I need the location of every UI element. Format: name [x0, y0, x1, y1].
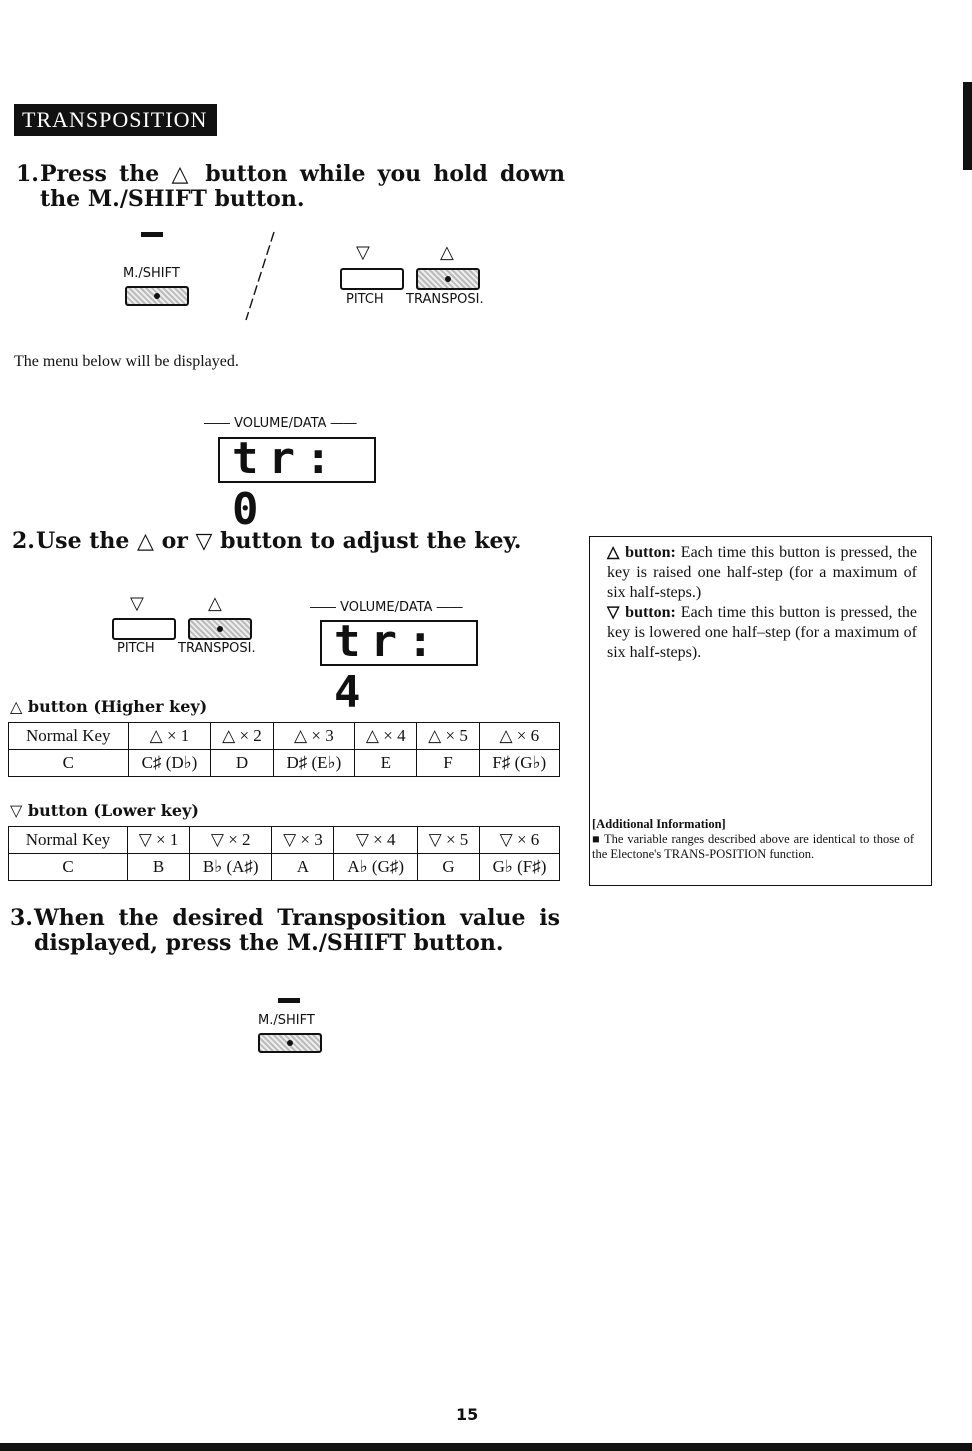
table-row [9, 750, 560, 777]
table-cell: B♭ (A♯) [190, 854, 272, 881]
higher-key-table [8, 722, 560, 777]
lower-key-table [8, 826, 560, 881]
table-header-cell: ▽ × 5 [418, 827, 480, 854]
down-arrow-icon: ▽ [130, 593, 144, 614]
info-box [589, 536, 932, 886]
pitch-down-button[interactable] [112, 618, 176, 640]
display-2-label: ―― VOLUME/DATA ―― [310, 600, 463, 615]
up-arrow-icon: △ [208, 593, 222, 614]
mshift-label: M./SHIFT [258, 1013, 315, 1028]
table-header-cell: △ × 1 [128, 723, 211, 750]
section-title: TRANSPOSITION [14, 104, 217, 136]
up-button-text: Each time this button is pressed, the key is raised one half-step (for a maximum of six half-steps.) [607, 544, 918, 601]
down-button-description [607, 603, 917, 663]
table-header-cell: △ × 5 [417, 723, 479, 750]
table-cell: G♭ (F♯) [479, 854, 559, 881]
up-button-term: △ button: [607, 544, 676, 561]
table-header-cell: △ × 2 [211, 723, 273, 750]
table-header-cell: △ × 4 [355, 723, 417, 750]
table-cell: C♯ (D♭) [128, 750, 211, 777]
table-cell: F♯ (G♭) [479, 750, 559, 777]
pitch-label: PITCH [117, 641, 155, 656]
table-header-cell: Normal Key [9, 723, 129, 750]
menu-display-text: The menu below will be displayed. [14, 353, 239, 370]
step-1-text: Press the △ button while you hold down the M./SHIFT button. [40, 161, 565, 212]
step-3-number: 3. [10, 905, 33, 931]
table-header-row [9, 827, 560, 854]
display-1-label: ―― VOLUME/DATA ―― [204, 416, 357, 431]
edge-tab-marker [963, 82, 972, 170]
step-2-text: Use the △ or ▽ button to adjust the key. [36, 528, 522, 554]
down-arrow-icon: ▽ [356, 242, 370, 263]
table-header-cell: ▽ × 6 [479, 827, 559, 854]
table-header-cell: ▽ × 3 [272, 827, 334, 854]
up-arrow-icon: △ [440, 242, 454, 263]
display-1-screen [218, 433, 376, 535]
table-header-cell: ▽ × 1 [128, 827, 190, 854]
display-1-value: tr: 0 [232, 433, 342, 535]
transposi-up-button[interactable] [188, 618, 252, 640]
mshift-label: M./SHIFT [123, 266, 180, 281]
transposi-label: TRANSPOSI. [178, 641, 256, 656]
table-header-row [9, 723, 560, 750]
step-3-text: When the desired Transposition value is displayed, press the M./SHIFT button. [34, 905, 560, 956]
step-1-number: 1. [16, 161, 39, 187]
table-cell: D [211, 750, 273, 777]
display-2-screen [320, 616, 478, 718]
mshift-led-indicator [278, 998, 300, 1003]
transposi-up-button[interactable] [416, 268, 480, 290]
mshift-button[interactable] [258, 1033, 322, 1053]
divider-slash-icon [240, 230, 280, 322]
pitch-down-button[interactable] [340, 268, 404, 290]
up-button-description [607, 543, 917, 603]
bottom-border [0, 1443, 972, 1451]
table-cell: F [417, 750, 479, 777]
mshift-led-indicator [141, 232, 163, 237]
transposi-label: TRANSPOSI. [406, 292, 484, 307]
table-cell: D♯ (E♭) [273, 750, 355, 777]
table-header-cell: ▽ × 4 [334, 827, 418, 854]
mshift-button[interactable] [125, 286, 189, 306]
additional-info-text: ■ The variable ranges described above are identical to those of the Electone's TRANS-POSITION function. [592, 832, 914, 861]
table-cell: C [9, 854, 128, 881]
lower-key-heading: ▽ button (Lower key) [10, 801, 199, 820]
display-1-label-text: VOLUME/DATA [234, 416, 327, 431]
table-header-cell: △ × 3 [273, 723, 355, 750]
pitch-label: PITCH [346, 292, 384, 307]
table-cell: C [9, 750, 129, 777]
display-2-label-text: VOLUME/DATA [340, 600, 433, 615]
table-cell: A♭ (G♯) [334, 854, 418, 881]
additional-info [592, 817, 914, 862]
display-2-value: tr: 4 [334, 616, 444, 718]
table-cell: G [418, 854, 480, 881]
additional-info-heading: [Additional Information] [592, 817, 726, 831]
table-header-cell: △ × 6 [479, 723, 559, 750]
table-header-cell: ▽ × 2 [190, 827, 272, 854]
step-2-number: 2. [12, 528, 35, 554]
table-row [9, 854, 560, 881]
higher-key-heading: △ button (Higher key) [10, 697, 208, 716]
info-button-descriptions [607, 543, 917, 663]
table-cell: E [355, 750, 417, 777]
down-button-term: ▽ button: [607, 604, 676, 621]
page-number: 15 [456, 1405, 479, 1424]
table-cell: B [128, 854, 190, 881]
down-button-text: Each time this button is pressed, the key is lowered one half–step (for a maximum of six half-steps). [607, 604, 918, 661]
table-cell: A [272, 854, 334, 881]
table-header-cell: Normal Key [9, 827, 128, 854]
